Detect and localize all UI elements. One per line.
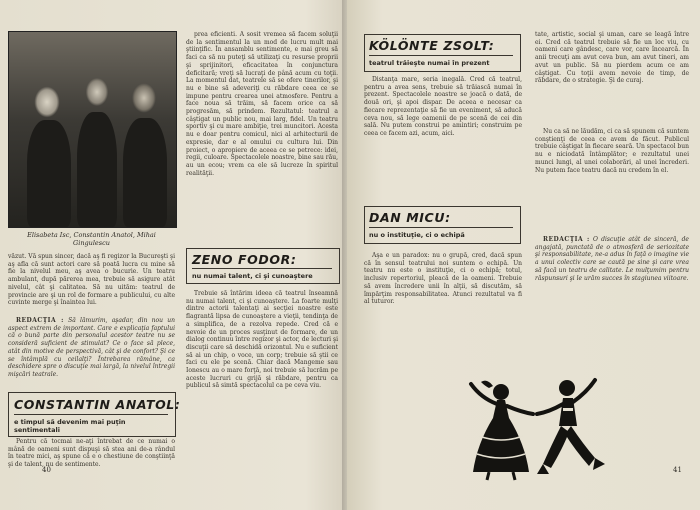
paragraph: Trebuie să întărim ideea că teatrul înseamnă nu numai talent, ci şi cunoaştere. La foarte mulţi dintre actorii talentaţi ai secţiei noastre este flagrantă lipsa de cunoaştere a vieţii, tendinţa de a simplifica, de a rezolva repede. Cred că e nevoie de un proces susţinut de formare, de un dialog continuu între regizor şi actor, de lecturi şi discuţii care să deschidă orizontul. Nu e suficient să ai un chip, o voce, un corp; trebuie să ştii ce faci cu ele pe scenă. Chiar dacă Mangeme sau Ionescu au o mare forţă, noi trebuie să lucrăm pe aceste lucruri cu grijă şi răbdare, pentru ca publicul să simtă spectacolul ca pe ceva viu. — [186, 290, 338, 390]
paragraph: tate, artistic, social şi uman, care se leagă între ei. Cred că teatrul trebuie să fie un loc viu, cu oameni care gândesc, care vor, care încearcă. În anii trecuţi am avut ceva bun, am avut tineri, am avut un public. Să nu pierdem acum ce am câştigat. Cu toţii avem nevoie de timp, de răbdare, de o strategie. Şi de curaj. — [535, 31, 689, 85]
divider — [14, 414, 168, 415]
section-title: CONSTANTIN ANATOL: — [14, 397, 181, 412]
divider — [369, 227, 513, 228]
text-column — [8, 253, 175, 313]
paragraph: Aşa e un paradox: nu o grupă, cred, dacă spun că în sensul teatrului noi suntem o echipă. Un teatru nu este o instituţie, ci o echipă; totul, inclusiv repertoriul, pleacă de la oameni. Trebuie să avem încredere unii în alţii, să discutăm, să împărţim responsabilitatea. Atunci rezultatul va fi al tuturor. — [364, 252, 522, 306]
section-subtitle: nu o instituţie, ci o echipă — [369, 231, 465, 239]
editorial-note — [8, 317, 175, 389]
section-title: DAN MICU: — [369, 210, 451, 225]
group-photo — [8, 31, 177, 228]
page-number: 41 — [673, 466, 682, 474]
page-number: 40 — [42, 466, 51, 474]
photo-caption: Elisabeta Isc, Constantin Anatol, Mihai Gingulescu — [27, 231, 156, 247]
editorial-label: REDACŢIA : — [16, 317, 64, 324]
section-title: ZENO FODOR: — [192, 252, 297, 267]
paragraph: prea eficienti. A sosit vremea să facem soluţii de la sentimentul la un mod de lucru mult mai ştiinţific. În ansamblu sentimente, e mai greu să faci ca să nu puteţi să utilizaţi cu resurse proprii şi sprijinitori, eficacitatea în conjunctura deficitară; vreţi să lucraţi de până acum cu toţii. La momentul dat, teatrele să se ofere tinerilor, şi nu e bine să adeveriţi cu răbdare ceea ce se impune pentru crearea unei atmosfere. Pentru a face noua să trăim, să facem orice ca să progresăm, să prindem. Rezultatul: teatrul a câştigat un public nou, mai larg, fidel. Un teatru sportiv şi cu mare ambiţie, trei muncitori. Acesta nu e doar pentru comicul, nici al arhitecturii de expresie, dar e al omului cu cultura lui. Din proiect, o apropiere de aceea ce se petrece: idei, regii, culoare. Spectacolele noastre, bine sau rău, au un ecou; vrem ca ele să lucreze în spiritul realităţii. — [186, 31, 338, 177]
editorial-text: Să lămurim, aşadar, din nou un aspect extrem de important. Care e explicaţia faptului că o bună parte din personalul acestor teatre nu se consideră suficient de stimulat? Ce o face să plece, atât din motive de perspectivă, cât şi de confort? Şi ce se întâmplă cu ceilalţi? Întrebarea rămâne, ca deschidere spre o discuţie mai largă, la nivelul întregii mişcări teatrale. — [8, 317, 175, 378]
dancing-couple-illustration — [459, 374, 609, 484]
section-subtitle: nu numai talent, ci şi cunoaştere — [192, 272, 313, 280]
paragraph: Distanţa mare, seria inegală. Cred că teatrul, pentru a avea sens, trebuie să trăiască numai în prezent. Spectacolele noastre se joacă o dată, de două ori, şi apoi dispar. De aceea e necesar ca fiecare reprezentaţie să fie un eveniment, să aducă ceva nou, să lege oamenii de pe scenă de cei din sală. Nu putem construi pe amintiri; construim pe ceea ce facem azi, acum, aici. — [364, 76, 522, 137]
text-column — [364, 76, 522, 194]
paragraph: văzut. Vă spun sincer, dacă aş fi regizor la Bucureşti şi aş afla că sunt actori care să poată lucra cu mine să fie la nivelul meu, aş avea o bucurie. Un teatru ambulant, după părerea mea, trebuie să asigure atât nivelul, cât şi calitatea. Să nu uităm: teatrul de provincie are şi un rol de formare a publicului, cu alte cuvinte merge şi înaintea lui. — [8, 253, 175, 307]
section-subtitle: teatrul trăieşte numai în prezent — [369, 59, 490, 67]
text-column — [535, 31, 689, 125]
editorial-text: O discuţie atât de sinceră, de angajată, punctată de o atmosferă de seriozitate şi responsabilitate, ne-a adus în faţă o imagine vie a unui colectiv care se caută pe sine şi care vrea să facă un teatru de calitate. Le mulţumim pentru răspunsuri şi le urăm succes în stagiunea viitoare. — [535, 236, 689, 282]
section-title: KÖLÖNTE ZSOLT: — [369, 38, 495, 53]
divider — [192, 268, 332, 269]
person-silhouette — [77, 112, 117, 227]
person-silhouette — [27, 120, 71, 227]
divider — [369, 55, 513, 56]
text-column — [364, 252, 522, 364]
left-page — [0, 0, 347, 510]
text-column — [186, 290, 338, 470]
section-subtitle: e timpul să devenim mai puţin sentimentali — [14, 418, 126, 434]
editorial-note — [535, 236, 689, 328]
text-column — [186, 31, 338, 231]
editorial-label: REDACŢIA : — [543, 236, 590, 243]
text-column — [535, 128, 689, 232]
right-page — [347, 0, 700, 510]
person-silhouette — [123, 118, 167, 227]
paragraph: Pentru că tocmai ne-aţi întrebat de ce numai o mână de oameni sunt dispuşi să stea ani de-a rândul în teatre mici, aş spune că e o chestiune de conştiinţă şi de talent, nu de sentimente. — [8, 438, 175, 469]
text-column — [8, 438, 175, 469]
paragraph: Nu ca să ne lăudăm, ci ca să spunem că suntem conştienţi de ceea ce avem de făcut. Publicul trebuie câştigat în fiecare seară. Un spectacol bun nu e niciodată întâmplător; e rezultatul unei munci lungi, al unei colaborări, al unei încrederi. Nu putem face teatru dacă nu credem în el. — [535, 128, 689, 174]
